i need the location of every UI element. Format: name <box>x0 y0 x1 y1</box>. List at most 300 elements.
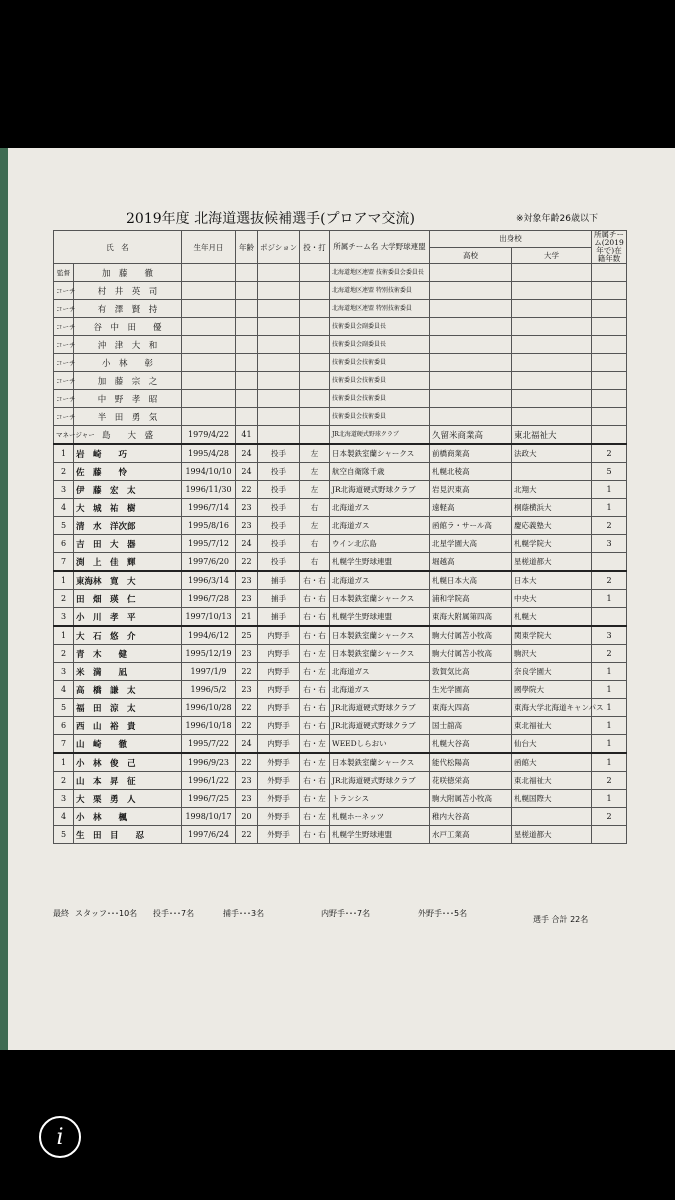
player-high-school: 札幌日本大高 <box>430 571 512 590</box>
staff-row <box>54 264 627 282</box>
player-row <box>54 717 627 735</box>
player-throw-bat: 右・右 <box>300 626 330 645</box>
player-high-school: 敦賀気比高 <box>430 663 512 681</box>
player-age: 23 <box>236 772 258 790</box>
player-high-school: 岩見沢東高 <box>430 481 512 499</box>
staff-birth <box>182 318 236 336</box>
player-years: 2 <box>592 772 627 790</box>
player-team: 北海道ガス <box>330 517 430 535</box>
staff-years <box>592 282 627 300</box>
player-birth: 1995/7/22 <box>182 735 236 754</box>
footer-infielders: 内野手･･･7名 <box>321 909 371 918</box>
player-row <box>54 753 627 772</box>
player-throw-bat: 右・左 <box>300 753 330 772</box>
staff-high-school <box>430 336 512 354</box>
photo-viewport <box>0 148 675 1050</box>
player-row <box>54 735 627 754</box>
player-high-school: 札幌北稜高 <box>430 463 512 481</box>
player-years: 2 <box>592 645 627 663</box>
player-university: 日本大 <box>512 571 592 590</box>
player-throw-bat: 右・左 <box>300 645 330 663</box>
player-position: 内野手 <box>258 717 300 735</box>
player-team: ウイン北広島 <box>330 535 430 553</box>
staff-birth <box>182 264 236 282</box>
player-position: 投手 <box>258 553 300 572</box>
staff-years <box>592 408 627 426</box>
player-years: 5 <box>592 463 627 481</box>
player-university: 東北福祉大 <box>512 717 592 735</box>
footer-staff: スタッフ･･･10名 <box>75 909 138 918</box>
staff-position <box>258 372 300 390</box>
player-position: 投手 <box>258 463 300 481</box>
staff-role: 監督 <box>54 264 74 282</box>
player-university: 中央大 <box>512 590 592 608</box>
staff-age <box>236 390 258 408</box>
player-throw-bat: 右 <box>300 535 330 553</box>
player-birth: 1996/7/25 <box>182 790 236 808</box>
player-years <box>592 826 627 844</box>
staff-row <box>54 318 627 336</box>
player-row <box>54 463 627 481</box>
staff-position <box>258 336 300 354</box>
player-age: 22 <box>236 663 258 681</box>
player-age: 22 <box>236 717 258 735</box>
player-team: 日本製鉄室蘭シャークス <box>330 444 430 463</box>
staff-role: マネージャー <box>54 426 74 445</box>
player-university: 桐蔭横浜大 <box>512 499 592 517</box>
player-row <box>54 499 627 517</box>
staff-age <box>236 282 258 300</box>
player-position: 捕手 <box>258 571 300 590</box>
staff-birth: 1979/4/22 <box>182 426 236 445</box>
player-throw-bat: 右・右 <box>300 772 330 790</box>
player-row <box>54 790 627 808</box>
player-team: JR北海道硬式野球クラブ <box>330 717 430 735</box>
staff-name: 沖 津 大 和 <box>74 336 182 354</box>
staff-row <box>54 354 627 372</box>
player-name: 清 水 洋次郎 <box>74 517 182 535</box>
staff-high-school <box>430 408 512 426</box>
staff-name: 有 澤 賢 持 <box>74 300 182 318</box>
player-university: 奈良学園大 <box>512 663 592 681</box>
player-birth: 1996/7/14 <box>182 499 236 517</box>
player-name: 伊 藤 宏 太 <box>74 481 182 499</box>
staff-age <box>236 372 258 390</box>
player-birth: 1996/5/2 <box>182 681 236 699</box>
header-high-school: 高校 <box>430 247 512 264</box>
header-university: 大学 <box>512 247 592 264</box>
player-row <box>54 590 627 608</box>
staff-throw-bat <box>300 300 330 318</box>
staff-years <box>592 336 627 354</box>
player-birth: 1995/7/12 <box>182 535 236 553</box>
player-name: 大 石 悠 介 <box>74 626 182 645</box>
header-age: 年齢 <box>236 231 258 264</box>
staff-high-school: 久留米商業高 <box>430 426 512 445</box>
staff-team: 技術委員会技術委員 <box>330 372 430 390</box>
player-throw-bat: 右 <box>300 553 330 572</box>
player-name: 佐 藤 怜 <box>74 463 182 481</box>
player-years: 3 <box>592 535 627 553</box>
staff-birth <box>182 408 236 426</box>
staff-university <box>512 354 592 372</box>
player-university <box>512 808 592 826</box>
player-position: 外野手 <box>258 808 300 826</box>
player-age: 23 <box>236 517 258 535</box>
staff-university: 東北福祉大 <box>512 426 592 445</box>
player-birth: 1995/12/19 <box>182 645 236 663</box>
staff-position <box>258 318 300 336</box>
player-throw-bat: 右・左 <box>300 790 330 808</box>
staff-name: 加 藤 宗 之 <box>74 372 182 390</box>
player-high-school: 駒大付属苫小牧高 <box>430 645 512 663</box>
footer-total: 選手 合計 22名 <box>533 915 589 924</box>
staff-birth <box>182 390 236 408</box>
player-high-school: 北星学園大高 <box>430 535 512 553</box>
header-team: 所属チーム名 大学野球連盟 <box>330 231 430 264</box>
player-name: 大 栗 勇 人 <box>74 790 182 808</box>
header-throw-bat: 投・打 <box>300 231 330 264</box>
staff-years <box>592 354 627 372</box>
player-throw-bat: 右・左 <box>300 663 330 681</box>
player-number: 5 <box>54 826 74 844</box>
player-years: 1 <box>592 753 627 772</box>
player-number: 4 <box>54 681 74 699</box>
staff-university <box>512 390 592 408</box>
player-age: 24 <box>236 535 258 553</box>
player-team: JR北海道硬式野球クラブ <box>330 481 430 499</box>
header-position: ポジション <box>258 231 300 264</box>
player-birth: 1996/10/18 <box>182 717 236 735</box>
player-position: 内野手 <box>258 735 300 754</box>
player-throw-bat: 左 <box>300 463 330 481</box>
player-name: 生 田 目 忍 <box>74 826 182 844</box>
player-high-school: 駒大付属苫小牧高 <box>430 626 512 645</box>
player-high-school: 駒大附属苫小牧高 <box>430 790 512 808</box>
staff-university <box>512 282 592 300</box>
document-paper <box>8 148 675 1050</box>
staff-throw-bat <box>300 318 330 336</box>
staff-position <box>258 354 300 372</box>
staff-throw-bat <box>300 282 330 300</box>
player-number: 5 <box>54 517 74 535</box>
player-team: JR北海道硬式野球クラブ <box>330 772 430 790</box>
player-university: 星槎道都大 <box>512 553 592 572</box>
player-team: 北海道ガス <box>330 681 430 699</box>
player-age: 22 <box>236 553 258 572</box>
player-name: 米 満 凪 <box>74 663 182 681</box>
staff-row <box>54 372 627 390</box>
age-note: ※対象年齢26歳以下 <box>516 214 598 224</box>
staff-university <box>512 372 592 390</box>
player-age: 23 <box>236 590 258 608</box>
player-years: 1 <box>592 499 627 517</box>
player-age: 23 <box>236 645 258 663</box>
staff-birth <box>182 336 236 354</box>
staff-name: 中 野 孝 昭 <box>74 390 182 408</box>
player-university: 札幌大 <box>512 608 592 627</box>
player-age: 24 <box>236 463 258 481</box>
player-position: 投手 <box>258 481 300 499</box>
player-row <box>54 808 627 826</box>
staff-name: 加 藤 徹 <box>74 264 182 282</box>
staff-age <box>236 354 258 372</box>
player-birth: 1995/4/28 <box>182 444 236 463</box>
player-high-school: 花咲徳栄高 <box>430 772 512 790</box>
player-position: 内野手 <box>258 626 300 645</box>
player-team: 札幌ホーネッツ <box>330 808 430 826</box>
player-number: 3 <box>54 790 74 808</box>
player-team: 札幌学生野球連盟 <box>330 553 430 572</box>
player-birth: 1996/7/28 <box>182 590 236 608</box>
player-age: 24 <box>236 735 258 754</box>
player-birth: 1996/11/30 <box>182 481 236 499</box>
staff-throw-bat <box>300 354 330 372</box>
player-name: 東海林 寛 大 <box>74 571 182 590</box>
player-throw-bat: 右・左 <box>300 808 330 826</box>
staff-high-school <box>430 390 512 408</box>
player-row <box>54 699 627 717</box>
player-throw-bat: 左 <box>300 481 330 499</box>
player-age: 25 <box>236 626 258 645</box>
player-high-school: 堀越高 <box>430 553 512 572</box>
player-throw-bat: 右・右 <box>300 590 330 608</box>
player-name: 山 崎 徹 <box>74 735 182 754</box>
player-age: 21 <box>236 608 258 627</box>
player-birth: 1994/10/10 <box>182 463 236 481</box>
staff-years <box>592 426 627 445</box>
staff-birth <box>182 282 236 300</box>
player-years: 1 <box>592 699 627 717</box>
player-age: 22 <box>236 481 258 499</box>
player-number: 5 <box>54 699 74 717</box>
staff-role: コーチ <box>54 282 74 300</box>
player-team: 札幌学生野球連盟 <box>330 608 430 627</box>
player-years: 1 <box>592 790 627 808</box>
player-birth: 1997/10/13 <box>182 608 236 627</box>
staff-years <box>592 300 627 318</box>
player-number: 7 <box>54 735 74 754</box>
player-age: 20 <box>236 808 258 826</box>
player-years: 1 <box>592 717 627 735</box>
player-row <box>54 663 627 681</box>
player-number: 6 <box>54 717 74 735</box>
staff-row <box>54 426 627 445</box>
player-row <box>54 444 627 463</box>
player-name: 小 林 俊 己 <box>74 753 182 772</box>
player-birth: 1995/8/16 <box>182 517 236 535</box>
player-high-school: 能代松陽高 <box>430 753 512 772</box>
player-position: 捕手 <box>258 590 300 608</box>
staff-years <box>592 318 627 336</box>
player-birth: 1996/3/14 <box>182 571 236 590</box>
staff-position <box>258 390 300 408</box>
staff-university <box>512 264 592 282</box>
staff-team: 北海道地区連盟 技術委員会委員長 <box>330 264 430 282</box>
header-row <box>54 231 627 248</box>
player-position: 投手 <box>258 535 300 553</box>
player-team: 航空自衛隊千歳 <box>330 463 430 481</box>
player-high-school: 函館ラ・サール高 <box>430 517 512 535</box>
player-team: トランシス <box>330 790 430 808</box>
staff-row <box>54 282 627 300</box>
header-years: 所属チーム(2019年で)在籍年数 <box>592 231 627 264</box>
staff-role: コーチ <box>54 354 74 372</box>
player-years: 1 <box>592 590 627 608</box>
player-name: 吉 田 大 器 <box>74 535 182 553</box>
staff-age <box>236 300 258 318</box>
player-birth: 1998/10/17 <box>182 808 236 826</box>
player-number: 1 <box>54 444 74 463</box>
player-years: 1 <box>592 735 627 754</box>
player-team: 日本製鉄室蘭シャークス <box>330 645 430 663</box>
player-throw-bat: 右 <box>300 499 330 517</box>
player-birth: 1997/1/9 <box>182 663 236 681</box>
player-position: 外野手 <box>258 772 300 790</box>
player-team: 日本製鉄室蘭シャークス <box>330 590 430 608</box>
player-age: 22 <box>236 699 258 717</box>
player-high-school: 浦和学院高 <box>430 590 512 608</box>
staff-row <box>54 408 627 426</box>
staff-role: コーチ <box>54 390 74 408</box>
player-university: 札幌国際大 <box>512 790 592 808</box>
player-throw-bat: 右・右 <box>300 826 330 844</box>
staff-high-school <box>430 318 512 336</box>
player-name: 福 田 涼 太 <box>74 699 182 717</box>
staff-birth <box>182 300 236 318</box>
player-number: 2 <box>54 645 74 663</box>
player-university: 駒沢大 <box>512 645 592 663</box>
staff-name: 村 井 英 司 <box>74 282 182 300</box>
staff-high-school <box>430 372 512 390</box>
player-years <box>592 553 627 572</box>
staff-position <box>258 408 300 426</box>
player-number: 1 <box>54 626 74 645</box>
player-row <box>54 681 627 699</box>
player-university: 星槎道都大 <box>512 826 592 844</box>
staff-years <box>592 372 627 390</box>
staff-position <box>258 264 300 282</box>
staff-name: 谷 中 田 優 <box>74 318 182 336</box>
player-years <box>592 608 627 627</box>
player-high-school: 稚内大谷高 <box>430 808 512 826</box>
player-number: 4 <box>54 499 74 517</box>
player-team: JR北海道硬式野球クラブ <box>330 699 430 717</box>
player-years: 2 <box>592 517 627 535</box>
player-row <box>54 608 627 627</box>
player-name: 岩 崎 巧 <box>74 444 182 463</box>
player-row <box>54 481 627 499</box>
player-birth: 1996/10/28 <box>182 699 236 717</box>
footer-final: 最終 <box>53 909 69 918</box>
player-high-school: 遠軽高 <box>430 499 512 517</box>
staff-high-school <box>430 354 512 372</box>
player-number: 4 <box>54 808 74 826</box>
staff-university <box>512 318 592 336</box>
player-position: 捕手 <box>258 608 300 627</box>
staff-high-school <box>430 264 512 282</box>
player-position: 投手 <box>258 499 300 517</box>
staff-role: コーチ <box>54 372 74 390</box>
staff-throw-bat <box>300 372 330 390</box>
staff-age: 41 <box>236 426 258 445</box>
player-university: 札幌学院大 <box>512 535 592 553</box>
player-team: 北海道ガス <box>330 663 430 681</box>
player-number: 3 <box>54 663 74 681</box>
header-name: 氏 名 <box>54 231 182 264</box>
player-throw-bat: 右・右 <box>300 681 330 699</box>
player-birth: 1996/9/23 <box>182 753 236 772</box>
player-years: 3 <box>592 626 627 645</box>
player-throw-bat: 左 <box>300 517 330 535</box>
staff-throw-bat <box>300 336 330 354</box>
staff-position <box>258 282 300 300</box>
staff-throw-bat <box>300 264 330 282</box>
player-team: 日本製鉄室蘭シャークス <box>330 626 430 645</box>
staff-position <box>258 426 300 445</box>
player-number: 2 <box>54 463 74 481</box>
player-university: 北翔大 <box>512 481 592 499</box>
staff-age <box>236 318 258 336</box>
player-position: 外野手 <box>258 826 300 844</box>
header-school: 出身校 <box>430 231 592 248</box>
staff-row <box>54 336 627 354</box>
staff-role: コーチ <box>54 318 74 336</box>
staff-university <box>512 336 592 354</box>
player-row <box>54 645 627 663</box>
player-number: 2 <box>54 590 74 608</box>
player-university: 東北福祉大 <box>512 772 592 790</box>
staff-age <box>236 264 258 282</box>
player-position: 外野手 <box>258 790 300 808</box>
staff-team: 技術委員会技術委員 <box>330 354 430 372</box>
player-number: 6 <box>54 535 74 553</box>
player-high-school: 前橋商業高 <box>430 444 512 463</box>
player-name: 高 橋 謙 太 <box>74 681 182 699</box>
staff-team: JR北海道硬式野球クラブ <box>330 426 430 445</box>
staff-throw-bat <box>300 390 330 408</box>
player-age: 23 <box>236 790 258 808</box>
player-years: 2 <box>592 444 627 463</box>
player-years: 1 <box>592 663 627 681</box>
info-icon[interactable]: i <box>39 1116 81 1158</box>
staff-role: コーチ <box>54 336 74 354</box>
player-throw-bat: 右・右 <box>300 699 330 717</box>
staff-birth <box>182 354 236 372</box>
player-name: 青 木 健 <box>74 645 182 663</box>
player-name: 田 畑 瑛 仁 <box>74 590 182 608</box>
player-throw-bat: 右・左 <box>300 735 330 754</box>
player-name: 小 川 孝 平 <box>74 608 182 627</box>
player-high-school: 札幌大谷高 <box>430 735 512 754</box>
player-position: 内野手 <box>258 699 300 717</box>
player-throw-bat: 右・右 <box>300 717 330 735</box>
player-name: 大 城 祐 樹 <box>74 499 182 517</box>
staff-team: 北海道地区連盟 特別技術委員 <box>330 300 430 318</box>
staff-university <box>512 408 592 426</box>
player-row <box>54 772 627 790</box>
staff-age <box>236 408 258 426</box>
player-position: 外野手 <box>258 753 300 772</box>
staff-team: 北海道地区連盟 特別技術委員 <box>330 282 430 300</box>
player-row <box>54 553 627 572</box>
player-years: 2 <box>592 571 627 590</box>
player-throw-bat: 左 <box>300 444 330 463</box>
staff-name: 島 大 盛 <box>74 426 182 445</box>
player-age: 23 <box>236 499 258 517</box>
player-birth: 1994/6/12 <box>182 626 236 645</box>
player-birth: 1996/1/22 <box>182 772 236 790</box>
